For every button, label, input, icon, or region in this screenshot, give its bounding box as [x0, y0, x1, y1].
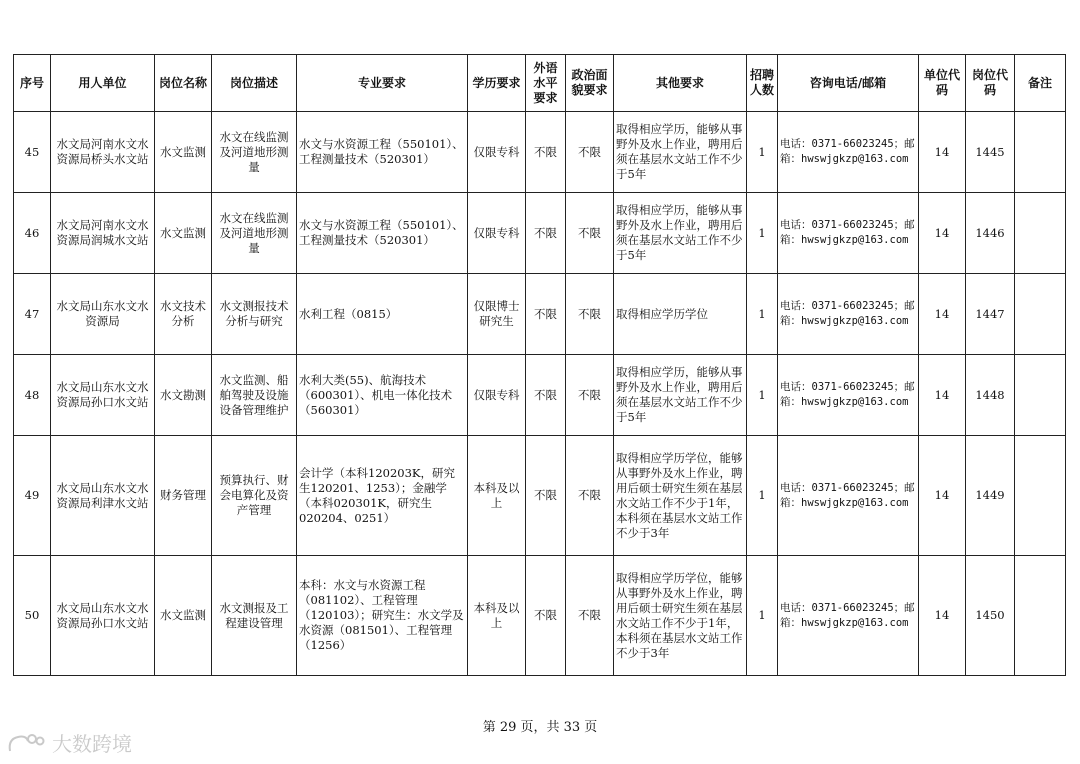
header-desc: 岗位描述 — [212, 55, 297, 112]
cell-no: 47 — [14, 274, 51, 355]
cell-remark — [1015, 193, 1066, 274]
cell-unit: 水文局山东水文水资源局利津水文站 — [51, 436, 155, 556]
cell-contact: 电话：0371-66023245；邮箱：hwswjgkzp@163.com — [778, 112, 919, 193]
cell-remark — [1015, 112, 1066, 193]
cell-post: 财务管理 — [155, 436, 212, 556]
header-contact: 咨询电话/邮箱 — [778, 55, 919, 112]
header-count: 招聘人数 — [747, 55, 778, 112]
cell-contact: 电话：0371-66023245；邮箱：hwswjgkzp@163.com — [778, 436, 919, 556]
cell-contact: 电话：0371-66023245；邮箱：hwswjgkzp@163.com — [778, 355, 919, 436]
cell-unit: 水文局河南水文水资源局桥头水文站 — [51, 112, 155, 193]
cell-other: 取得相应学历，能够从事野外及水上作业，聘用后须在基层水文站工作不少于5年 — [614, 355, 747, 436]
cell-lang: 不限 — [526, 193, 566, 274]
cell-count: 1 — [747, 112, 778, 193]
cell-post: 水文技术分析 — [155, 274, 212, 355]
cell-other: 取得相应学历，能够从事野外及水上作业，聘用后须在基层水文站工作不少于5年 — [614, 193, 747, 274]
cell-count: 1 — [747, 556, 778, 676]
watermark-logo-icon — [6, 731, 46, 755]
cell-count: 1 — [747, 355, 778, 436]
cell-unit: 水文局山东水文水资源局孙口水文站 — [51, 355, 155, 436]
cell-major: 会计学（本科120203K，研究生120201、1253）；金融学（本科020301K，研究生020204、0251） — [297, 436, 468, 556]
cell-edu: 仅限博士研究生 — [468, 274, 526, 355]
table-row — [14, 274, 1066, 355]
table-row — [14, 355, 1066, 436]
cell-desc: 水文在线监测及河道地形测量 — [212, 193, 297, 274]
cell-unit: 水文局河南水文水资源局润城水文站 — [51, 193, 155, 274]
header-post-code: 岗位代码 — [966, 55, 1015, 112]
cell-major: 水文与水资源工程（550101）、工程测量技术（520301） — [297, 112, 468, 193]
watermark-text: 大数跨境 — [52, 732, 132, 756]
page-footer: 第 29 页，共 33 页 — [482, 720, 598, 735]
cell-remark — [1015, 355, 1066, 436]
cell-desc: 水文监测、船舶驾驶及设施设备管理维护 — [212, 355, 297, 436]
cell-no: 45 — [14, 112, 51, 193]
cell-other: 取得相应学历，能够从事野外及水上作业，聘用后须在基层水文站工作不少于5年 — [614, 112, 747, 193]
cell-unit-code: 14 — [919, 193, 966, 274]
cell-major: 本科：水文与水资源工程（081102）、工程管理（120103）；研究生：水文学及水资源（081501）、工程管理（1256） — [297, 556, 468, 676]
cell-remark — [1015, 274, 1066, 355]
header-lang: 外语水平要求 — [526, 55, 566, 112]
cell-unit: 水文局山东水文水资源局 — [51, 274, 155, 355]
cell-unit-code: 14 — [919, 355, 966, 436]
header-unit: 用人单位 — [51, 55, 155, 112]
cell-desc: 水文测报及工程建设管理 — [212, 556, 297, 676]
cell-pol: 不限 — [566, 556, 614, 676]
cell-major: 水利工程（0815） — [297, 274, 468, 355]
cell-edu: 仅限专科 — [468, 112, 526, 193]
cell-count: 1 — [747, 436, 778, 556]
job-table — [13, 54, 1066, 676]
cell-remark — [1015, 436, 1066, 556]
cell-desc: 水文测报技术分析与研究 — [212, 274, 297, 355]
cell-pol: 不限 — [566, 112, 614, 193]
cell-no: 50 — [14, 556, 51, 676]
cell-post: 水文勘测 — [155, 355, 212, 436]
cell-lang: 不限 — [526, 112, 566, 193]
cell-lang: 不限 — [526, 556, 566, 676]
table-row — [14, 112, 1066, 193]
cell-edu: 本科及以上 — [468, 436, 526, 556]
header-other: 其他要求 — [614, 55, 747, 112]
cell-major: 水文与水资源工程（550101）、工程测量技术（520301） — [297, 193, 468, 274]
cell-lang: 不限 — [526, 274, 566, 355]
cell-count: 1 — [747, 193, 778, 274]
cell-pol: 不限 — [566, 193, 614, 274]
header-row — [14, 55, 1066, 112]
header-major: 专业要求 — [297, 55, 468, 112]
cell-desc: 预算执行、财会电算化及资产管理 — [212, 436, 297, 556]
cell-pol: 不限 — [566, 274, 614, 355]
cell-post: 水文监测 — [155, 193, 212, 274]
header-no: 序号 — [14, 55, 51, 112]
watermark — [6, 728, 132, 757]
cell-post-code: 1450 — [966, 556, 1015, 676]
cell-major: 水利大类(55)、航海技术（600301）、机电一体化技术（560301） — [297, 355, 468, 436]
cell-no: 49 — [14, 436, 51, 556]
header-remark: 备注 — [1015, 55, 1066, 112]
cell-post-code: 1446 — [966, 193, 1015, 274]
cell-unit-code: 14 — [919, 436, 966, 556]
cell-no: 48 — [14, 355, 51, 436]
table-row — [14, 193, 1066, 274]
header-post: 岗位名称 — [155, 55, 212, 112]
cell-post-code: 1448 — [966, 355, 1015, 436]
cell-contact: 电话：0371-66023245；邮箱：hwswjgkzp@163.com — [778, 193, 919, 274]
cell-pol: 不限 — [566, 355, 614, 436]
cell-lang: 不限 — [526, 436, 566, 556]
cell-lang: 不限 — [526, 355, 566, 436]
cell-contact: 电话：0371-66023245；邮箱：hwswjgkzp@163.com — [778, 274, 919, 355]
header-edu: 学历要求 — [468, 55, 526, 112]
cell-post: 水文监测 — [155, 556, 212, 676]
table-row — [14, 436, 1066, 556]
cell-remark — [1015, 556, 1066, 676]
cell-edu: 仅限专科 — [468, 355, 526, 436]
cell-post-code: 1445 — [966, 112, 1015, 193]
cell-unit-code: 14 — [919, 274, 966, 355]
cell-pol: 不限 — [566, 436, 614, 556]
header-pol: 政治面貌要求 — [566, 55, 614, 112]
cell-unit-code: 14 — [919, 112, 966, 193]
cell-edu: 本科及以上 — [468, 556, 526, 676]
cell-unit-code: 14 — [919, 556, 966, 676]
cell-contact: 电话：0371-66023245；邮箱：hwswjgkzp@163.com — [778, 556, 919, 676]
header-unit-code: 单位代码 — [919, 55, 966, 112]
cell-post-code: 1449 — [966, 436, 1015, 556]
cell-other: 取得相应学历学位，能够从事野外及水上作业，聘用后硕士研究生须在基层水文站工作不少于1年，本科须在基层水文站工作不少于3年 — [614, 436, 747, 556]
table-row — [14, 556, 1066, 676]
cell-other: 取得相应学历学位 — [614, 274, 747, 355]
cell-post-code: 1447 — [966, 274, 1015, 355]
cell-other: 取得相应学历学位，能够从事野外及水上作业，聘用后硕士研究生须在基层水文站工作不少于1年，本科须在基层水文站工作不少于3年 — [614, 556, 747, 676]
cell-count: 1 — [747, 274, 778, 355]
cell-unit: 水文局山东水文水资源局孙口水文站 — [51, 556, 155, 676]
cell-edu: 仅限专科 — [468, 193, 526, 274]
cell-post: 水文监测 — [155, 112, 212, 193]
cell-desc: 水文在线监测及河道地形测量 — [212, 112, 297, 193]
cell-no: 46 — [14, 193, 51, 274]
